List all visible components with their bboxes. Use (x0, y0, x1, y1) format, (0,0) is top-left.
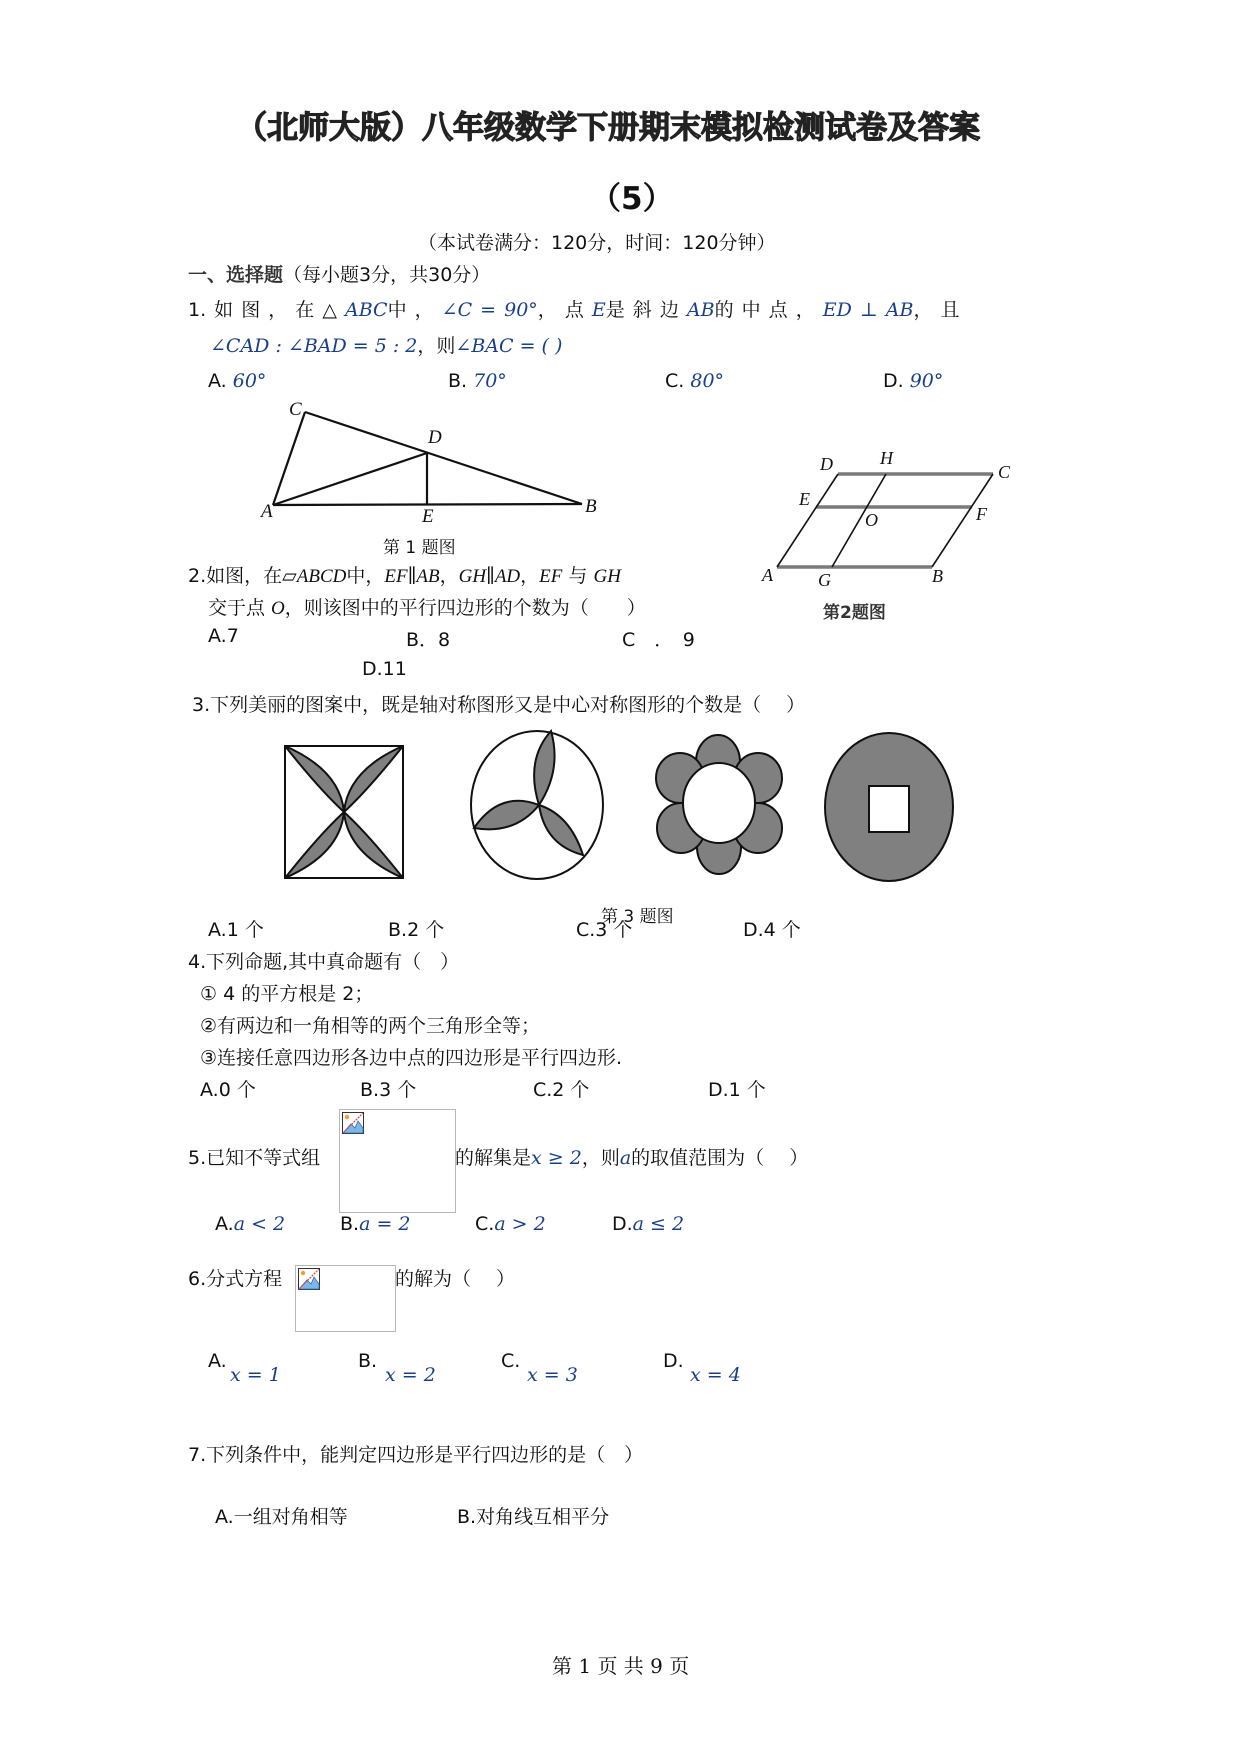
q7-option-a: A.一组对角相等 (215, 1506, 348, 1528)
question-6-prefix: 6.分式方程 (188, 1268, 283, 1290)
question-6-rest: 的解为（ ） (395, 1268, 516, 1290)
question-3: 3.下列美丽的图案中，既是轴对称图形又是中心对称图形的个数是（ ） (192, 694, 806, 716)
q5-text: 的取值范围为（ ） (631, 1147, 809, 1169)
q6-option-c-letter: C. (501, 1350, 521, 1372)
q1-text: 是 斜 边 (605, 299, 687, 321)
q1-math-bac: ∠BAC = ( ) (455, 335, 563, 357)
q3-figure-2-three-petals-in-ellipse (471, 731, 603, 879)
q2-option-a: A.7 (208, 625, 239, 647)
q2-option-c: C ． 9 (622, 629, 695, 651)
q2-figure-caption: 第2题图 (823, 603, 886, 623)
q1-text: 1. 如 图 ， 在 △ (188, 299, 345, 321)
q2-math-ef: EF (539, 566, 563, 587)
question-4: 4.下列命题,其中真命题有（ ） (188, 951, 460, 973)
question-7: 7.下列条件中，能判定四边形是平行四边形的是（ ） (188, 1444, 644, 1466)
q5-math-var: a (619, 1147, 632, 1169)
q4-option-c: C.2 个 (533, 1079, 590, 1101)
page-number: 第 1 页 共 9 页 (552, 1654, 690, 1678)
q2-label-f: F (976, 504, 987, 524)
q1-text: 的 中 点 ， (714, 299, 823, 321)
q1-option-b: B. 70° (448, 370, 507, 392)
q1-math-ab: AB (686, 299, 715, 321)
q2-option-d: D.11 (362, 658, 407, 680)
q1-math-angle-c: ∠C = 90° (441, 299, 538, 321)
q1-math-ratio: ∠CAD : ∠BAD = 5 : 2 (210, 335, 418, 357)
q2-option-b: B．8 (406, 629, 451, 651)
q2-label-h: H (880, 448, 893, 468)
q5-broken-image (339, 1109, 456, 1213)
broken-image-icon (342, 1112, 364, 1134)
q3-option-a: A.1 个 (208, 919, 264, 941)
page-title: （北师大版）八年级数学下册期末模拟检测试卷及答案 (236, 110, 980, 146)
question-2-line1 (188, 561, 621, 588)
q6-broken-image (295, 1265, 396, 1332)
section-note: （每小题3分，共30分） (283, 264, 491, 286)
q1-label-b: B (585, 496, 597, 517)
q5-math-cond: x ≥ 2 (531, 1147, 582, 1169)
q5-text: ，则 (581, 1147, 620, 1169)
q2-label-c: C (998, 462, 1011, 482)
q1-label-d: D (428, 427, 442, 448)
q1-text: 中 ， (387, 299, 442, 321)
q5-option-c: C.a > 2 (475, 1213, 546, 1235)
q2-label-o: O (865, 510, 878, 530)
q3-option-c: C.3 个 (576, 919, 633, 941)
q1-label-a: A (261, 501, 273, 522)
q6-option-b-letter: B. (358, 1350, 378, 1372)
page-title-number: （5） (590, 181, 674, 217)
q6-option-d-value: x = 4 (690, 1364, 741, 1386)
q2-text: ，则该图中的平行四边形的个数为（ ） (284, 597, 646, 619)
q1-text: ， 且 (913, 299, 960, 321)
q1-text: ， 点 (537, 299, 592, 321)
q2-label-d: D (820, 454, 833, 474)
q4-option-d: D.1 个 (708, 1079, 766, 1101)
q5-option-b: B.a = 2 (340, 1213, 411, 1235)
q3-figure-4-coin (825, 733, 953, 881)
q1-option-c: C. 80° (665, 370, 725, 392)
q1-text: ，则 (417, 335, 456, 357)
exam-info: （本试卷满分：120分，时间：120分钟） (418, 232, 776, 254)
q2-text: 中， (346, 565, 385, 587)
q4-statement-3: ③连接任意四边形各边中点的四边形是平行四边形. (200, 1047, 623, 1069)
q2-text: 与 (562, 565, 594, 587)
q5-option-a: A.a < 2 (215, 1213, 286, 1235)
q2-label-e: E (799, 489, 810, 509)
q6-option-b-value: x = 2 (385, 1364, 436, 1386)
q1-math-e: E (591, 299, 606, 321)
q2-text: ， (520, 565, 540, 587)
q4-option-b: B.3 个 (360, 1079, 417, 1101)
q3-figure-caption: 第 3 题图 (601, 907, 674, 927)
q7-option-b: B.对角线互相平分 (457, 1506, 610, 1528)
q1-figure-caption: 第 1 题图 (383, 538, 456, 558)
q2-label-g: G (818, 570, 831, 590)
q3-figure-3-flower (656, 735, 782, 874)
q2-text: 交于点 (208, 597, 272, 619)
q2-label-b: B (932, 566, 943, 586)
q6-option-c-value: x = 3 (527, 1364, 578, 1386)
q5-option-d: D.a ≤ 2 (612, 1213, 685, 1235)
q1-label-c: C (289, 399, 302, 420)
q2-text: 2.如图，在 (188, 565, 283, 587)
q2-parallelogram-figure (777, 474, 993, 567)
q3-option-b: B.2 个 (388, 919, 445, 941)
q6-option-a-letter: A. (208, 1350, 227, 1372)
q1-math-abc: ABC (344, 299, 388, 321)
question-2-line2 (208, 593, 646, 620)
broken-image-icon (298, 1268, 320, 1290)
q2-math-ef-ab: EF∥AB (384, 566, 440, 587)
q5-text: 的解集是 (455, 1147, 532, 1169)
q4-option-a: A.0 个 (200, 1079, 256, 1101)
q2-text: ， (439, 565, 459, 587)
q2-math-o: O (271, 598, 285, 619)
q1-label-e: E (422, 506, 434, 527)
q1-option-d: D. 90° (883, 370, 944, 392)
q4-statement-2: ②有两边和一角相等的两个三角形全等； (200, 1015, 541, 1037)
q2-math-gh-ad: GH∥AD (458, 566, 521, 587)
question-5-prefix: 5.已知不等式组 (188, 1147, 321, 1169)
q3-option-d: D.4 个 (743, 919, 801, 941)
question-5-rest (455, 1143, 808, 1170)
q1-math-perp: ED ⊥ AB (822, 299, 914, 321)
q6-option-a-value: x = 1 (230, 1364, 281, 1386)
q6-option-d-letter: D. (663, 1350, 684, 1372)
q1-triangle-figure (273, 412, 582, 505)
q2-label-a: A (762, 565, 773, 585)
section-title: 一、选择题 (188, 264, 284, 286)
q1-option-a: A. 60° (208, 370, 267, 392)
q4-statement-1: ① 4 的平方根是 2； (200, 983, 374, 1005)
q2-math-gh: GH (593, 566, 621, 587)
q3-figure-1-petals-in-rectangle (285, 746, 403, 878)
q2-math-abcd: ▱ABCD (282, 566, 347, 587)
